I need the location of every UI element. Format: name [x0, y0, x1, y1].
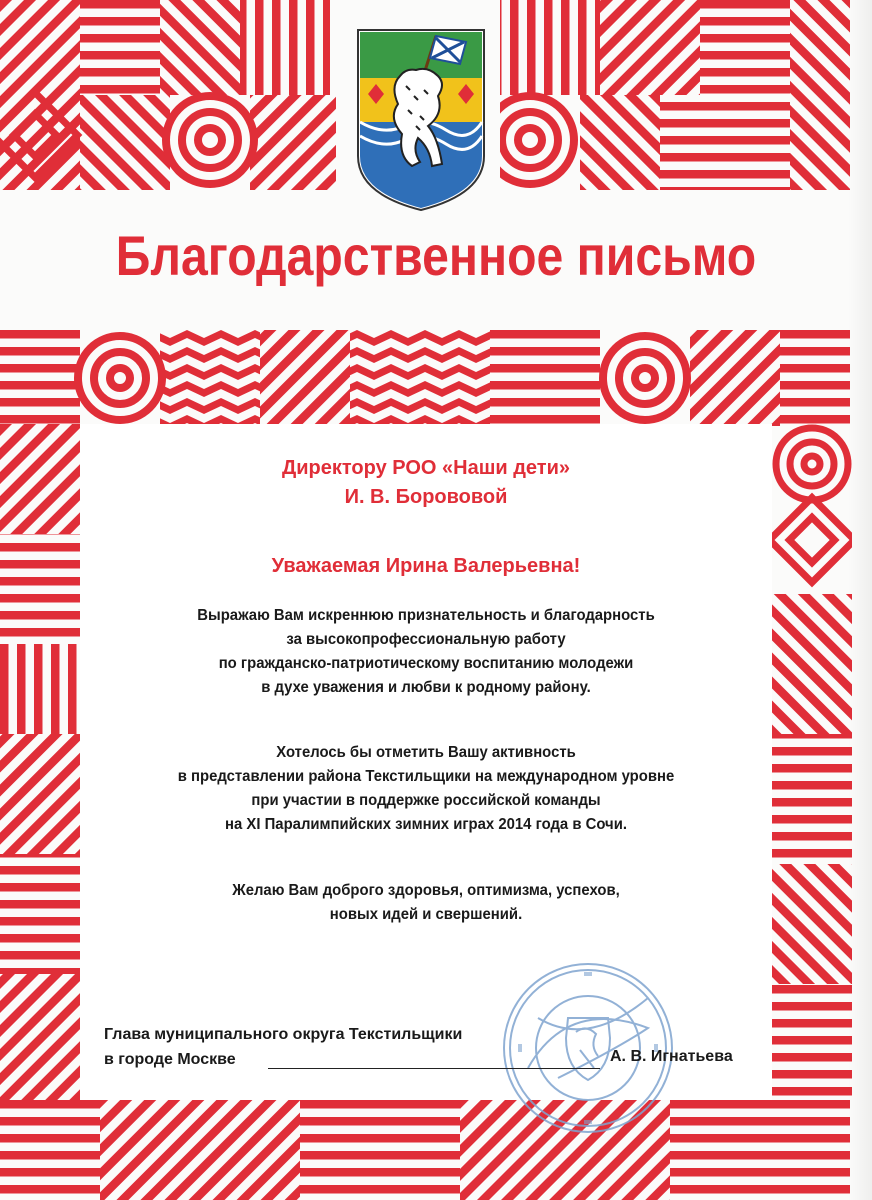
paragraph-3-line-1: Желаю Вам доброго здоровья, оптимизма, успехов, — [232, 882, 620, 899]
paragraph-1-line-2: за высокопрофессиональную работу — [286, 631, 566, 648]
paragraph-1-line-4: в духе уважения и любви к родному району. — [261, 679, 591, 696]
paragraph-2-line-2: в представлении района Текстильщики на международном уровне — [177, 768, 675, 785]
signer-position-line-1: Глава муниципального округа Текстильщики — [104, 1026, 463, 1043]
salutation: Уважаемая Ирина Валерьевна! — [271, 555, 581, 577]
addressee-line-1: Директору РОО «Наши дети» — [282, 457, 570, 479]
bottom-ornament-band — [0, 1100, 872, 1200]
signatory-name: А. В. Игнатьева — [610, 1048, 733, 1065]
left-ornament-column — [0, 424, 80, 1100]
signature-line — [268, 1068, 600, 1069]
document-title: Благодарственное письмо — [115, 224, 757, 287]
paragraph-3-line-2: новых идей и свершений. — [329, 906, 523, 923]
addressee-line-2: И. В. Борововой — [344, 486, 508, 508]
paragraph-2-line-3: при участии в поддержке российской команды — [251, 792, 601, 809]
signer-position-line-2: в городе Москве — [104, 1051, 236, 1068]
paragraph-2-line-1: Хотелось бы отметить Вашу активность — [276, 744, 576, 761]
middle-ornament-band — [0, 330, 872, 426]
paragraph-1-line-3: по гражданско-патриотическому воспитанию молодежи — [218, 655, 634, 672]
paragraph-2-line-4: на XI Паралимпийских зимних играх 2014 года в Сочи. — [225, 816, 627, 833]
paragraph-1-line-1: Выражаю Вам искреннюю признательность и благодарность — [197, 607, 655, 624]
right-ornament-column — [772, 424, 852, 1100]
textilshchiki-emblem-icon — [354, 26, 488, 216]
